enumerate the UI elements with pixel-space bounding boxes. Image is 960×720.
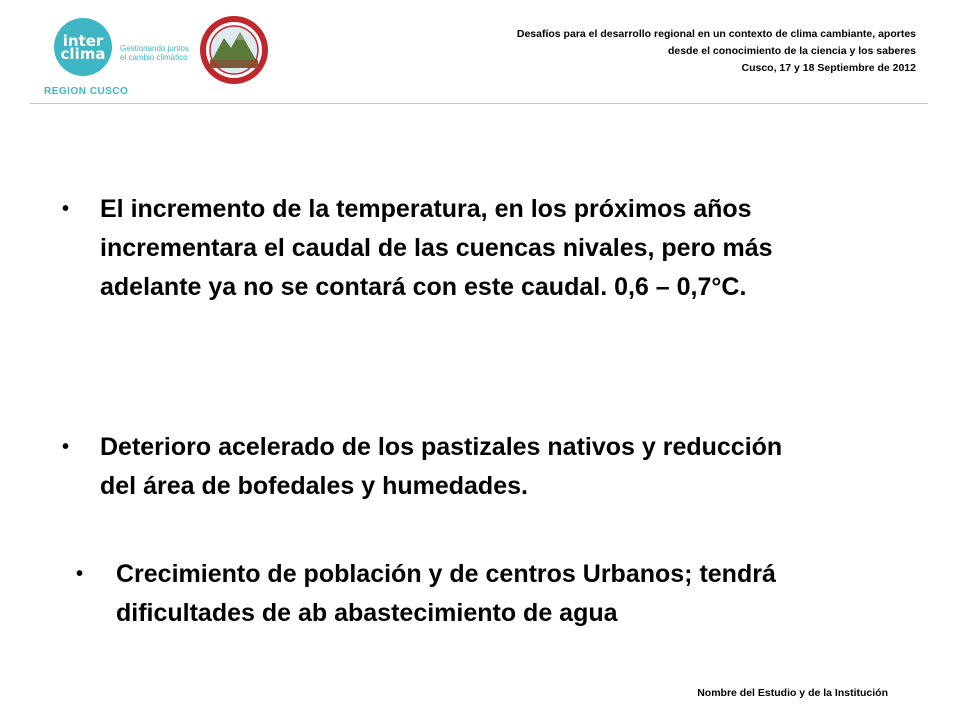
logo-word-clima: clima [60, 45, 106, 63]
bullet-line: Deterioro acelerado de los pastizales nativos y reducción [100, 433, 783, 461]
logo-tagline-1: Gestionando juntos [120, 44, 189, 53]
bullet-line: Crecimiento de población y de centros Urbanos; tendrá [116, 560, 776, 588]
bullet-dot: • [62, 198, 70, 220]
region-label: REGION CUSCO [44, 86, 129, 97]
bullet-line: dificultades de ab abastecimiento de agua [116, 599, 618, 627]
gobierno-regional-seal [198, 14, 270, 86]
logo-word-inter: inter [62, 32, 104, 50]
bullet-line: El incremento de la temperatura, en los próximos años [100, 195, 752, 223]
event-header [517, 26, 916, 77]
footer-institution: Nombre del Estudio y de la Institución [697, 687, 888, 699]
bullet-poblacion [76, 555, 896, 633]
bullet-line: incrementara el caudal de las cuencas nivales, pero más [100, 234, 773, 262]
logo-tagline-2: el cambio climático [120, 53, 188, 62]
bullet-line: adelante ya no se contará con este caudal. 0,6 – 0,7°C. [100, 273, 747, 301]
event-title-line-2: desde el conocimiento de la ciencia y los saberes [667, 45, 916, 57]
event-date: Cusco, 17 y 18 Septiembre de 2012 [741, 62, 916, 74]
interclima-logo [48, 14, 208, 86]
event-title-line-1: Desafíos para el desarrollo regional en un contexto de clima cambiante, aportes [516, 28, 916, 40]
header-divider [30, 103, 928, 104]
bullet-temperature [62, 190, 860, 307]
bullet-pastizales [62, 428, 860, 506]
bullet-dot: • [62, 436, 70, 458]
bullet-dot: • [76, 563, 84, 585]
bullet-line: del área de bofedales y humedades. [100, 472, 528, 500]
